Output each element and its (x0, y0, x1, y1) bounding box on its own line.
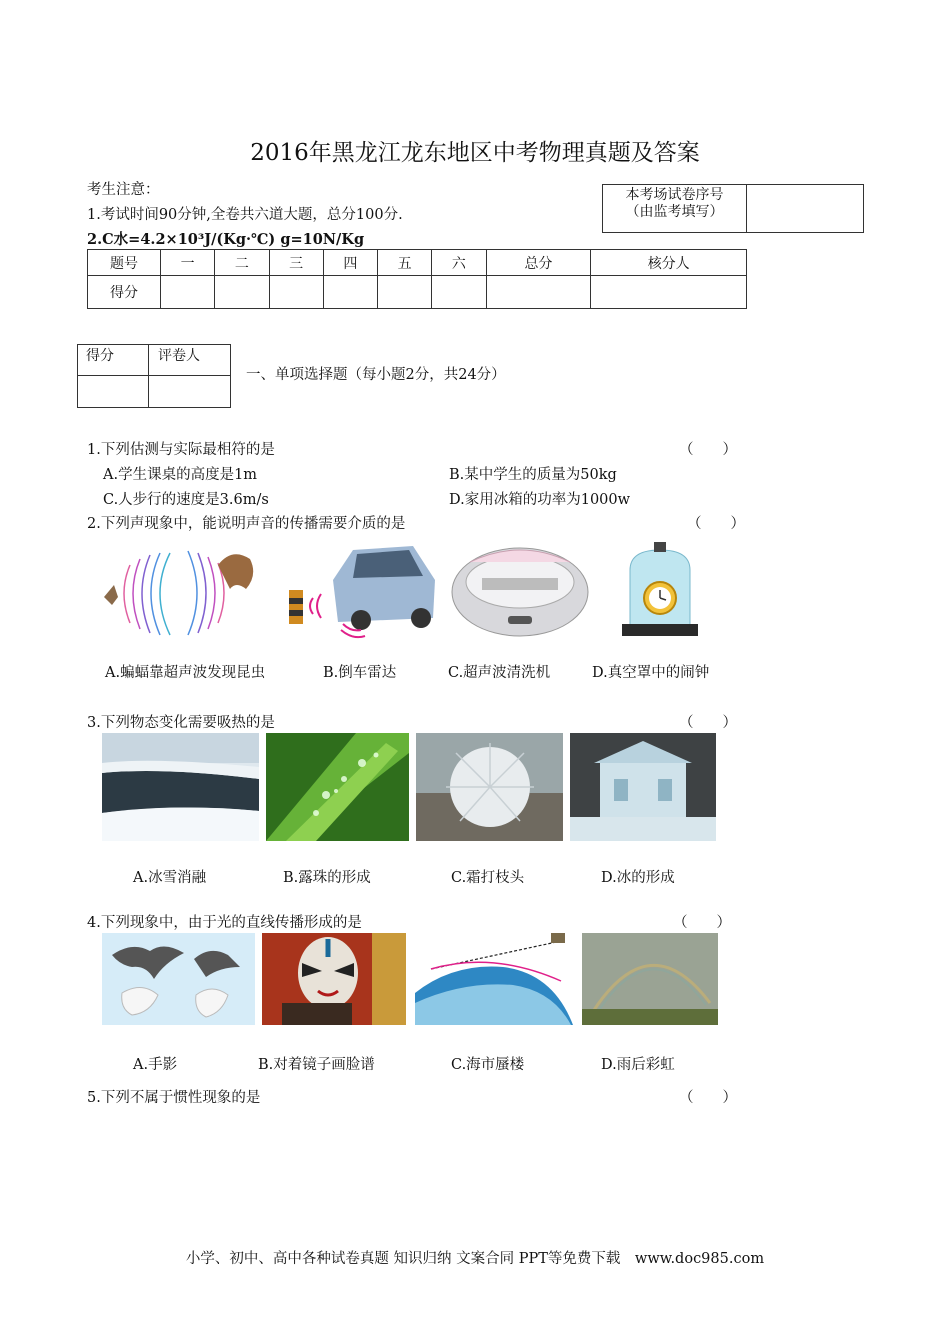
notice-line-1: 1.考试时间90分钟,全卷共六道大题，总分100分. (87, 207, 403, 223)
q2-option-d: D.真空罩中的闹钟 (592, 665, 710, 681)
opera-mask-mirror-image (262, 933, 406, 1025)
grader-name-cell[interactable] (149, 376, 231, 408)
notice-heading: 考生注意： (87, 182, 160, 198)
q4-option-d: D.雨后彩虹 (601, 1057, 675, 1073)
score-cell[interactable] (215, 276, 269, 309)
score-table (87, 249, 747, 309)
score-cell[interactable] (378, 276, 432, 309)
q4-option-c: C.海市蜃楼 (451, 1057, 525, 1073)
q2-option-c: C.超声波清洗机 (448, 665, 551, 681)
score-row-label: 得分 (88, 276, 161, 309)
q4-answer-paren[interactable]: （ ） (673, 915, 731, 931)
dew-drops-image (266, 733, 409, 841)
grader-box (77, 344, 231, 408)
ice-sculpture-image (570, 733, 716, 841)
rainbow-image (582, 933, 718, 1025)
q4-stem: 4.下列现象中，由于光的直线传播形成的是 (87, 915, 362, 931)
grader-name-label: 评卷人 (149, 345, 231, 376)
q2-stem: 2.下列声现象中，能说明声音的传播需要介质的是 (87, 516, 406, 532)
q1-option-b: B.某中学生的质量为50kg (449, 467, 617, 483)
score-cell[interactable] (161, 276, 215, 309)
q3-stem: 3.下列物态变化需要吸热的是 (87, 715, 275, 731)
q2-option-a: A.蝙蝠靠超声波发现昆虫 (105, 665, 266, 681)
score-cell[interactable] (269, 276, 323, 309)
score-header-cell: 二 (215, 250, 269, 276)
section-heading: 一、单项选择题（每小题2分，共24分） (246, 367, 506, 383)
score-header-cell: 总分 (486, 250, 591, 276)
score-header-cell: 一 (161, 250, 215, 276)
score-cell[interactable] (323, 276, 377, 309)
melting-snow-image (102, 733, 259, 841)
q2-answer-paren[interactable]: （ ） (687, 516, 745, 532)
serial-sublabel: （由监考填写） (625, 204, 724, 220)
score-header-cell: 三 (269, 250, 323, 276)
q5-stem: 5.下列不属于惯性现象的是 (87, 1090, 261, 1106)
score-cell[interactable] (591, 276, 747, 309)
score-header-cell: 六 (432, 250, 486, 276)
hand-shadow-image (102, 933, 255, 1025)
serial-number-box (602, 184, 864, 233)
q4-option-b: B.对着镜子画脸谱 (258, 1057, 375, 1073)
q3-answer-paren[interactable]: （ ） (679, 715, 737, 731)
score-header-cell: 五 (378, 250, 432, 276)
q1-option-d: D.家用冰箱的功率为1000w (449, 492, 631, 508)
ultrasonic-cleaner-image (448, 542, 593, 640)
q4-option-a: A.手影 (133, 1057, 178, 1073)
score-cell[interactable] (432, 276, 486, 309)
q3-option-c: C.霜打枝头 (451, 870, 525, 886)
grader-score-label: 得分 (78, 345, 149, 376)
mirage-image (413, 933, 575, 1025)
grader-score-cell[interactable] (78, 376, 149, 408)
score-cell[interactable] (486, 276, 591, 309)
q3-option-a: A.冰雪消融 (133, 870, 207, 886)
score-header-cell: 题号 (88, 250, 161, 276)
car-radar-image (283, 540, 438, 640)
frost-branches-image (416, 733, 563, 841)
bat-ultrasound-image (100, 545, 262, 640)
q5-answer-paren[interactable]: （ ） (679, 1090, 737, 1106)
serial-input-cell[interactable] (747, 185, 864, 233)
score-header-cell: 四 (323, 250, 377, 276)
score-header-cell: 核分人 (591, 250, 747, 276)
alarm-clock-vacuum-jar-image (618, 540, 702, 640)
q2-option-b: B.倒车雷达 (323, 665, 397, 681)
q1-option-a: A.学生课桌的高度是1m (103, 467, 258, 483)
notice-line-2: 2.C水=4.2×10³J/(Kg·℃) g=10N/Kg (87, 231, 365, 248)
q1-stem: 1.下列估测与实际最相符的是 (87, 442, 275, 458)
q3-option-d: D.冰的形成 (601, 870, 675, 886)
q1-option-c: C.人步行的速度是3.6m/s (103, 492, 269, 508)
q3-option-b: B.露珠的形成 (283, 870, 371, 886)
q1-answer-paren[interactable]: （ ） (679, 442, 737, 458)
page-footer: 小学、初中、高中各种试卷真题 知识归纳 文案合同 PPT等免费下载 www.doc985.com (185, 1251, 765, 1267)
serial-label: 本考场试卷序号 (625, 187, 724, 203)
page-title: 2016年黑龙江龙东地区中考物理真题及答案 (250, 140, 700, 166)
